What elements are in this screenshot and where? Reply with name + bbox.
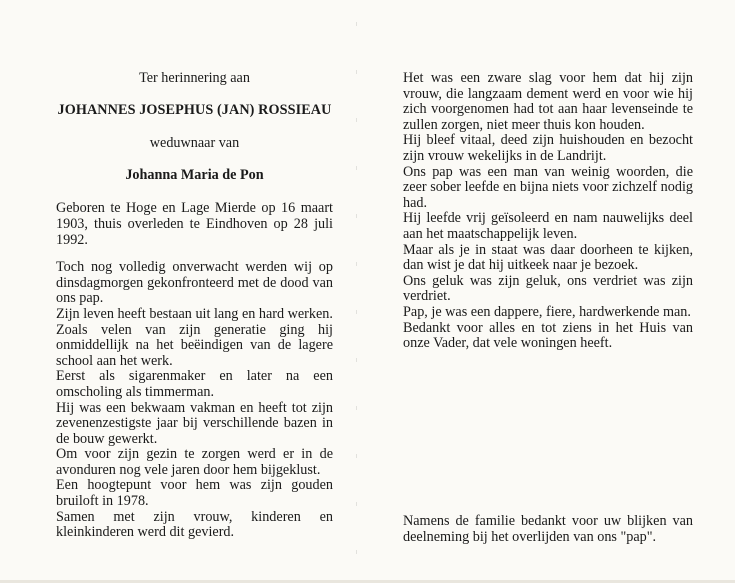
right-paragraph: Bedankt voor alles en tot ziens in het Huis van onze Vader, dat vele woningen heeft. — [403, 319, 693, 352]
right-paragraph: Hij bleef vitaal, deed zijn huishouden en bezocht zijn vrouw wekelijks in de Landrijt. — [403, 132, 693, 164]
intro-text: Ter herinnering aan — [139, 70, 250, 86]
left-paragraph: Een hoogtepunt voor hem was zijn gouden bruiloft in 1978. — [56, 477, 333, 510]
left-paragraph: Zijn leven heeft bestaan uit lang en hard werken. — [56, 305, 333, 322]
left-paragraph: Eerst als sigarenmaker en later na een omscholing als timmerman. — [56, 368, 333, 400]
right-paragraph: Pap, je was een dappere, fiere, hardwerkende man. — [403, 303, 691, 320]
right-paragraph: Ons pap was een man van weinig woorden, die zeer sober leefde en bijna niets voor zichzelf nodig had. — [403, 163, 693, 211]
right-paragraph: Maar als je in staat was daar doorheen te kijken, dan wist je dat hij uitkeek naar je bezoek. — [403, 241, 693, 274]
deceased-name: JOHANNES JOSEPHUS (JAN) ROSSIEAU — [57, 101, 332, 118]
right-page — [403, 71, 693, 352]
left-paragraph: Om voor zijn gezin te zorgen werd er in de avonduren nog vele jaren door hem bijgeklust. — [56, 446, 333, 478]
relation-text: weduwnaar van — [149, 135, 240, 152]
partner-name: Johanna Maria de Pon — [125, 166, 264, 183]
left-paragraph: Zoals velen van zijn generatie ging hij onmiddellijk na het beëindigen van de lagere school aan het werk. — [56, 321, 333, 369]
right-paragraph: Hij leefde vrij geïsoleerd en nam nauwelijks deel aan het maatschappelijk leven. — [403, 210, 693, 242]
left-paragraph: Toch nog volledig onverwacht werden wij op dinsdagmorgen gekonfronteerd met de dood van ons pap. — [56, 259, 333, 307]
left-paragraph: Hij was een bekwaam vakman en heeft tot zijn zevenenzestigste jaar bij verschillende bazen in de bouw gewerkt. — [56, 399, 333, 447]
right-paragraph: Het was een zware slag voor hem dat hij zijn vrouw, die langzaam dement werd en voor wie hij zich voorgenomen had tot aan haar levenseinde te zullen zorgen, niet meer thuis kon houden. — [403, 70, 693, 133]
left-page — [56, 71, 333, 541]
fold-line — [356, 0, 357, 583]
right-paragraph: Ons geluk was zijn geluk, ons verdriet was zijn verdriet. — [403, 272, 693, 305]
birth-death-text: Geboren te Hoge en Lage Mierde op 16 maart 1903, thuis overleden te Eindhoven op 28 juli 1992. — [56, 200, 333, 248]
closing-text: Namens de familie bedankt voor uw blijken van deelneming bij het overlijden van ons "pap". — [403, 513, 693, 545]
left-paragraph: Samen met zijn vrouw, kinderen en kleinkinderen werd dit gevierd. — [56, 508, 333, 541]
